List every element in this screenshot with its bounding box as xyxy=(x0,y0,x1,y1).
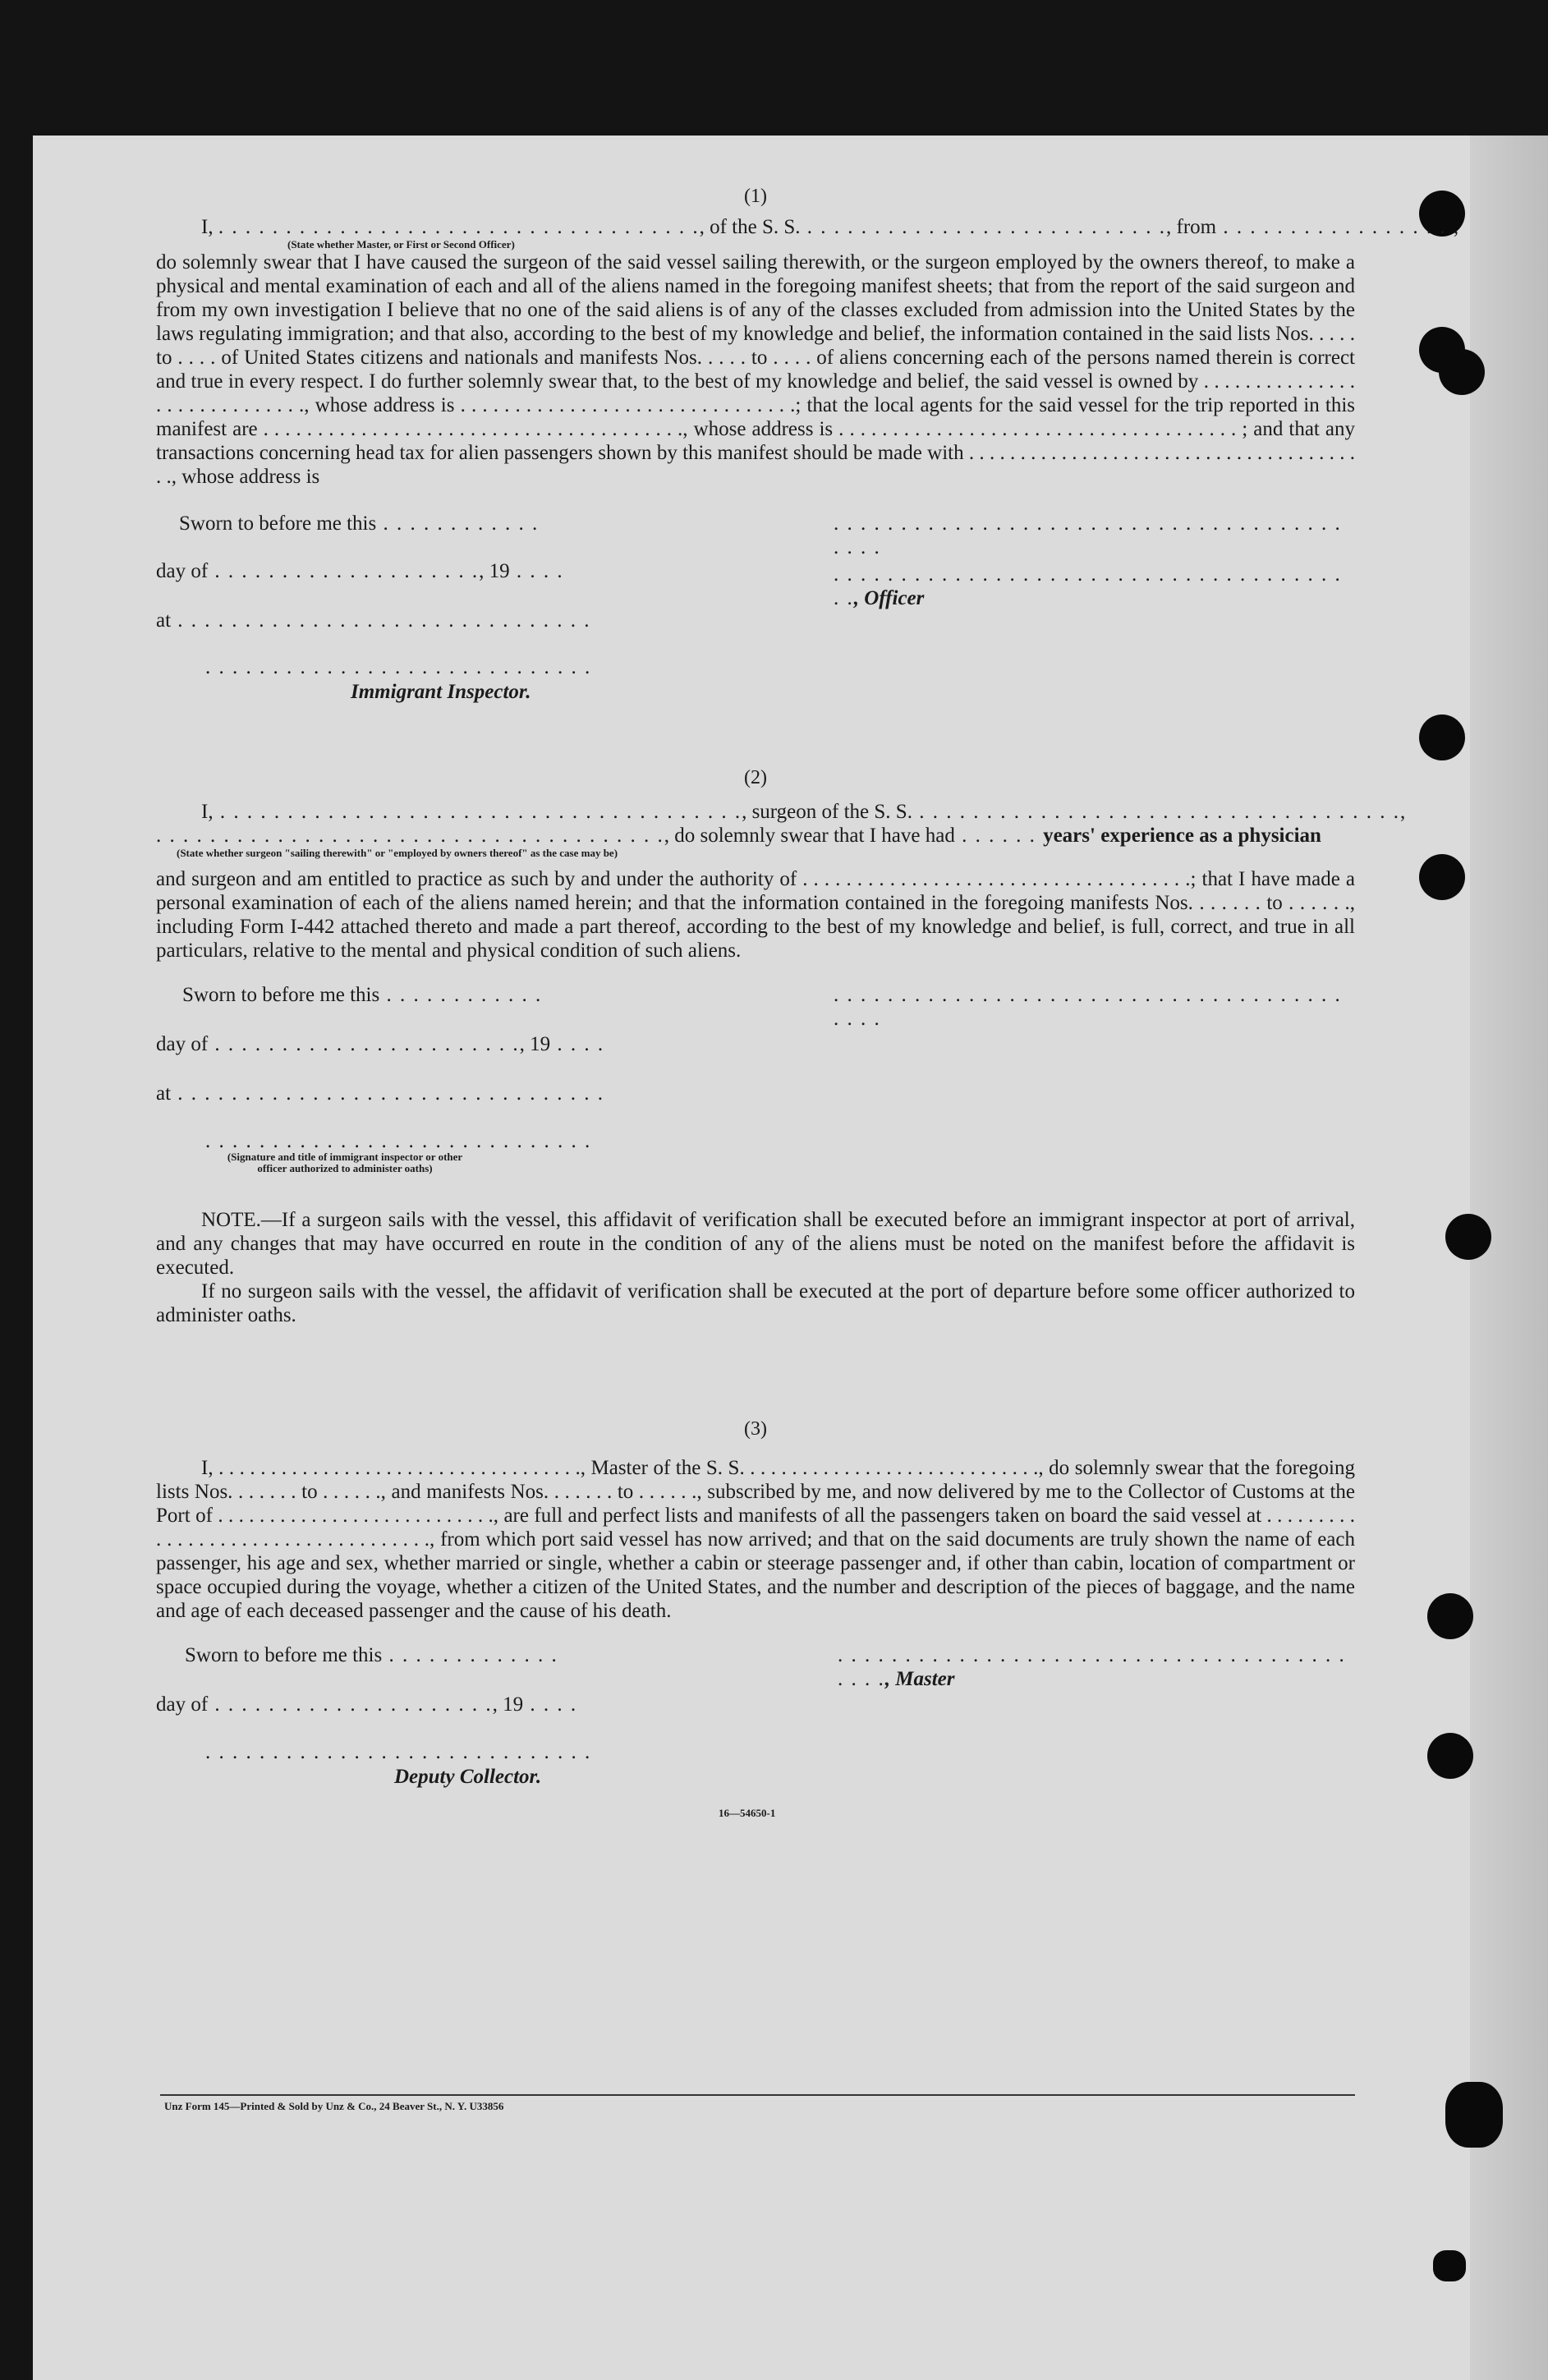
affidavit-content: (1) I, . . . . . . . . . . . . . . . . . . . . . . . . . . . . . . . . . . . ., of the S. S. . . . . . . . . . . . . . . . . . . . . . . . . . . ., from . . . . . . . . . . . . . . . . . , (State whether Master, or First or Second Officer) do solemnly swear that I have caused the surgeon of the said vessel sailing therewith, or the surgeon employed by the owners thereof, to make a physical and mental examination of each and all of the aliens named in the foregoing manifest sheets; that from the report of the said surgeon and from my own investigation I believe that no one of the said aliens is of any of the classes excluded from admission into the United States by the laws regulating immigration; and that also, according to the best of my knowledge and belief, the information contained in the said lists Nos. . . . . to . . . . of United States citizens and nationals and manifests Nos. . . . . to . . . . of aliens concerning each of the persons named therein is correct and true in every respect. I do further solemnly swear that, to the best of my knowledge and belief, the said vessel is owned by . . . . . . . . . . . . . . . . . . . . . . . . . . . . ., whose address is . . . . . . . . . . . . . . . . . . . . . . . . . . . . . . .; that the local agents for the said vessel for the trip reported in this manifest are . . . . . . . . . . . . . . . . . . . . . . . . . . . . . . . . . . . . . . ., whose address is . . . . . . . . . . . . . . . . . . . . . . . . . . . . . . . . . . . . . ; and that any transactions concerning head tax for alien passengers shown by this manifest should be made with . . . . . . . . . . . . . . . . . . . . . . . . . . . . . . . . . . . . . . . ., whose address is Sworn to before me this . . . . . . . . . . . . day of . . . . . . . . . . . . . . . . . . . ., 19 . . . . at . . . . . . . . . . . . . . . . . . . . . . . . . . . . . . . . . . . . . . . . . . . . . . . . . . . . . . . . . . . . Immigrant Inspector. . . . . . . . . . . . . . . . . . . . . . . . . . . . . . . . . . . . . . . . . . . . . . . . . . . . . . . . . . . . . . . . . . . . . . . . . . . . . . . . . . ., Officer (2) I, . . . . . . . . . . . . . . . . . . . . . . . . . . . . . . . . . . . . . . ., surgeon of the S. S. . . . . . . . . . . . . . . . . . . . . . . . . . . . . . . . . . . . ., . . . . . . . . . . . . . . . . . . . . . . . . . . . . . . . . . . . . . ., do solemnly swear that I have had . . . . . . years' experience as a physician (State whether surgeon "sailing therewith" or "employed by owners thereof" as the case may be) and surgeon and am entitled to practice as such by and under the authority of . . . . . . . . . . . . . . . . . . . . . . . . . . . . . . . . . . . .; that I have made a personal examination of each of the aliens named herein; and that the information contained in the foregoing manifests Nos. . . . . . . to . . . . . ., including Form I-442 attached thereto and made a part thereof, according to the best of my knowledge and belief, is full, correct, and true in all particulars, relative to the mental and physical condition of such aliens. Sworn to before me this . . . . . . . . . . . . . . . . . . . . . . . . . . . . . . . . . . . . . . . . . . . . . . . . . . . . . . day of . . . . . . . . . . . . . . . . . . . . . . ., 19 . . . . at . . . . . . . . . . . . . . . . . . . . . . . . . . . . . . . . . . . . . . . . . . . . . . . . . . . . . . . . . . . . . (Signature and title of immigrant inspector or other officer authorized to administer oaths) NOTE.—If a surgeon sails with the vessel, this affidavit of verification shall be executed before an immigrant inspector at port of arrival, and any changes that may have occurred en route in the condition of any of the aliens must be noted on the manifest before the affidavit is executed. If no surgeon sails with the vessel, the affidavit of verification shall be executed at the port of departure before some officer authorized to administer oaths. (3) I, . . . . . . . . . . . . . . . . . . . . . . . . . . . . . . . . . . ., Master of the S. S. . . . . . . . . . . . . . . . . . . . . . . . . . . . ., do solemnly swear that the foregoing lists Nos. . . . . . . to . . . . . ., and manifests Nos. . . . . . . to . . . . . ., subscribed by me, and now delivered by me to the Collector of Customs at the Port of . . . . . . . . . . . . . . . . . . . . . . . . . . ., are full and perfect lists and manifests of all the passengers taken on board the said vessel at . . . . . . . . . . . . . . . . . . . . . . . . . . . . . . . . . . ., from which port said vessel has now arrived; and that on the said documents are truly shown the name of each passenger, his age and sex, whether married or single, whether a cabin or steerage passenger and, if other than cabin, location of compartment or space occupied during the voyage, whether a citizen of the United States, and the number and description of the pieces of baggage, and the name and age of each deceased passenger and the cause of his death. Sworn to before me this . . . . . . . . . . . . . . . . . . . . . . . . . . . . . . . . . . . . . . . . . . . . . . . . . . . . . . ., Master day of . . . . . . . . . . . . . . . . . . . . ., 19 . . . . . . . . . . . . . . . . . . . . . . . . . . . . . . . . . Deputy Collector. 16—54650-1 xyxy=(156,186,1461,1819)
surgeon-line: I, . . . . . . . . . . . . . . . . . . . . . . . . . . . . . . . . . . . . . . ., surgeon of the S. S. . . . . . . . . . . . . . . . . . . . . . . . . . . . . . . . . . . . ., xyxy=(201,801,1408,823)
punch-hole xyxy=(1445,1214,1491,1260)
at-label: at xyxy=(156,1082,172,1105)
year-label: , 19 xyxy=(492,1693,524,1716)
experience-line: . . . . . . . . . . . . . . . . . . . . . . . . . . . . . . . . . . . . . ., do solemnly swear that I have had . . . . . . years' experience as a physician xyxy=(156,825,1321,847)
signature-caption: (Signature and title of immigrant inspector or other officer authorized to administer oaths) xyxy=(227,1151,463,1174)
day-of-label: day of xyxy=(156,1033,209,1055)
affidavit-body: do solemnly swear that I have caused the surgeon of the said vessel sailing therewith, or the surgeon employed by the owners thereof, to make a physical and mental examination of each and all of the aliens named in the foregoing manifest sheets; that from the report of the said surgeon and from my own investigation I believe that no one of the said aliens is of any of the classes excluded from admission into the United States by the laws regulating immigration; and that also, according to the best of my knowledge and belief, the information contained in the said lists Nos. . . . . to . . . . of United States citizens and nationals and manifests Nos. . . . . to . . . . of aliens concerning each of the persons named therein is correct and true in every respect. I do further solemnly swear that, to the best of my knowledge and belief, the said vessel is owned by . . . . . . . . . . . . . . . . . . . . . . . . . . . . ., whose address is . . . . . . . . . . . . . . . . . . . . . . . . . . . . . . .; that the local agents for the said vessel for the trip reported in this manifest are . . . . . . . . . . . . . . . . . . . . . . . . . . . . . . . . . . . . . . ., whose address is . . . . . . . . . . . . . . . . . . . . . . . . . . . . . . . . . . . . . ; and that any transactions concerning head tax for alien passengers shown by this manifest should be made with . . . . . . . . . . . . . . . . . . . . . . . . . . . . . . . . . . . . . . . ., whose address is xyxy=(156,251,1355,488)
year-label: , 19 xyxy=(479,560,510,582)
punch-hole xyxy=(1439,349,1485,395)
day-of-label: day of xyxy=(156,560,209,582)
section-number: (2) xyxy=(744,767,767,788)
note-paragraph: NOTE.—If a surgeon sails with the vessel, this affidavit of verification shall be executed before an immigrant inspector at port of arrival, and any changes that may have occurred en route in the condition of any of the aliens must be noted on the manifest before the affidavit is executed. xyxy=(156,1209,1355,1279)
sworn-label: Sworn to before me this xyxy=(185,1644,383,1666)
punch-hole xyxy=(1427,1593,1473,1639)
page-edge xyxy=(1470,136,1548,2380)
officer-label: , Officer xyxy=(853,587,925,609)
tear-mark xyxy=(1433,2250,1466,2281)
printer-imprint: Unz Form 145—Printed & Sold by Unz & Co., 24 Beaver St., N. Y. U33856 xyxy=(164,2100,504,2112)
affidavit-body: and surgeon and am entitled to practice as such by and under the authority of . . . . . . . . . . . . . . . . . . . . . . . . . . . . . . . . . . . .; that I have made a personal examination of each of the aliens named herein; and that the information contained in the foregoing manifests Nos. . . . . . . to . . . . . ., including Form I-442 attached thereto and made a part thereof, according to the best of my knowledge and belief, is full, correct, and true in all particulars, relative to the mental and physical condition of such aliens. xyxy=(156,868,1355,962)
day-of-label: day of xyxy=(156,1693,209,1716)
punch-hole xyxy=(1427,1733,1473,1779)
punch-hole xyxy=(1419,714,1465,760)
punch-hole xyxy=(1419,854,1465,900)
collector-signature-label: Deputy Collector. xyxy=(394,1766,542,1788)
section-number: (3) xyxy=(744,1418,767,1440)
master-label: , Master xyxy=(884,1668,955,1690)
master-line: I, . . . . . . . . . . . . . . . . . . . . . . . . . . . . . . . . . . . ., of the S. S. . . . . . . . . . . . . . . . . . . . . . . . . . . ., from . . . . . . . . . . . . . . . . . , xyxy=(201,216,1461,238)
year-label: , 19 xyxy=(519,1033,551,1055)
affidavit-body: I, . . . . . . . . . . . . . . . . . . . . . . . . . . . . . . . . . . ., Master of the S. S. . . . . . . . . . . . . . . . . . . . . . . . . . . . ., do solemnly swear that the foregoing lists Nos. . . . . . . to . . . . . ., and manifests Nos. . . . . . . to . . . . . ., subscribed by me, and now delivered by me to the Collector of Customs at the Port of . . . . . . . . . . . . . . . . . . . . . . . . . . ., are full and perfect lists and manifests of all the passengers taken on board the said vessel at . . . . . . . . . . . . . . . . . . . . . . . . . . . . . . . . . . ., from which port said vessel has now arrived; and that on the said documents are truly shown the name of each passenger, his age and sex, whether married or single, whether a cabin or steerage passenger and, if other than cabin, location of compartment or space occupied during the voyage, whether a citizen of the United States, and the number and description of the pieces of baggage, and the name and age of each deceased passenger and the cause of his death. xyxy=(156,1457,1355,1622)
note-paragraph: If no surgeon sails with the vessel, the affidavit of verification shall be executed at the port of departure before some officer authorized to administer oaths. xyxy=(156,1280,1355,1326)
inspector-signature-label: Immigrant Inspector. xyxy=(351,681,531,703)
field-caption: (State whether Master, or First or Second Officer) xyxy=(287,238,515,250)
at-label: at xyxy=(156,609,172,632)
tear-mark xyxy=(1445,2082,1503,2148)
sworn-label: Sworn to before me this xyxy=(182,984,380,1006)
sworn-label: Sworn to before me this xyxy=(179,512,377,535)
footer-rule xyxy=(160,2094,1355,2096)
field-caption: (State whether surgeon "sailing therewith" or "employed by owners thereof" as the case may be) xyxy=(177,847,618,859)
section-number: (1) xyxy=(744,186,767,207)
form-number: 16—54650-1 xyxy=(719,1807,776,1819)
